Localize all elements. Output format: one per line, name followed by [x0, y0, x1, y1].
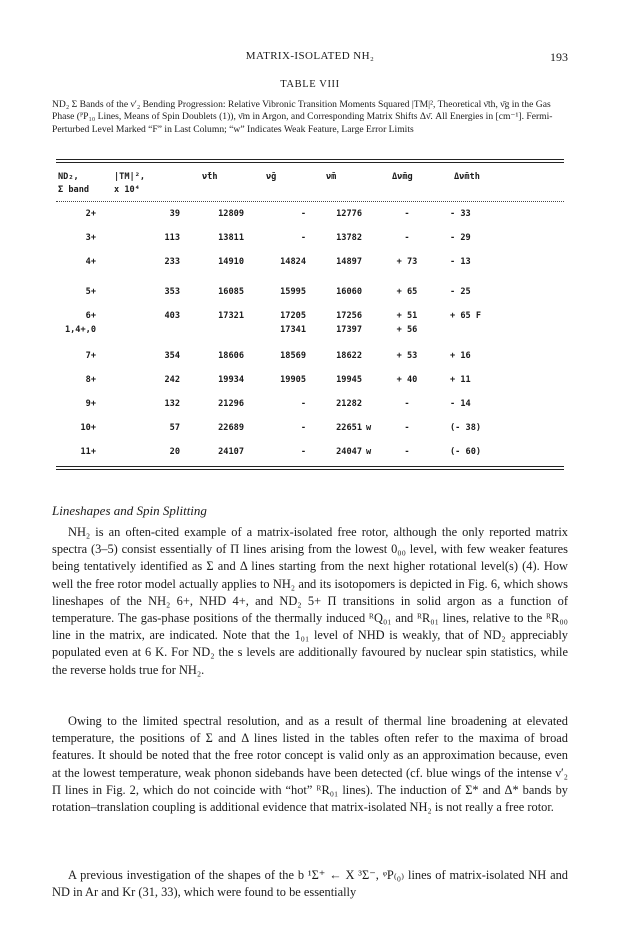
delta-mg-cell: + 65: [396, 287, 418, 297]
nu-m-cell: 24047: [336, 447, 362, 457]
delta-mg-cell: + 51: [396, 311, 418, 321]
nu-g-cell: -: [300, 233, 306, 243]
nu-g-cell: -: [300, 423, 306, 433]
band-cell: 7+: [85, 351, 96, 361]
header-delta-mth: Δν̄mth: [454, 172, 480, 182]
header-tm-line2: x 10⁴: [114, 185, 140, 195]
header-band-line2: Σ band: [58, 185, 90, 195]
delta-mg-cell: -: [404, 423, 410, 433]
band-cell: 9+: [85, 399, 96, 409]
table-row: [52, 257, 568, 271]
nu-m-cell: 22651: [336, 423, 362, 433]
nu-th-cell: 17321: [218, 311, 244, 321]
header-delta-mg: Δν̄mg: [392, 172, 413, 182]
nu-th-cell: 22689: [218, 423, 244, 433]
weak-flag-cell: w: [366, 447, 372, 457]
weak-flag-cell: w: [366, 423, 372, 433]
nu-m-cell: 17397: [336, 325, 362, 335]
nu-th-cell: 16085: [218, 287, 244, 297]
delta-mg-cell: + 40: [396, 375, 418, 385]
table-row: [52, 375, 568, 389]
band-cell: 1,4+,0: [64, 325, 96, 335]
table-row: [52, 287, 568, 301]
header-divider: [56, 201, 564, 202]
nu-g-cell: 17341: [280, 325, 306, 335]
tm-cell: 403: [164, 311, 180, 321]
body-paragraph: A previous investigation of the shapes of the b ¹Σ⁺ ← X ³Σ⁻, ᵠP₍₀₎ lines of matrix-isolated NH and ND in Ar and Kr (31, 33), which were found to be essentially: [52, 868, 568, 900]
tm-cell: 353: [164, 287, 180, 297]
header-nu-g: ν̄g: [266, 172, 277, 182]
nu-m-cell: 13782: [336, 233, 362, 243]
delta-mg-cell: + 73: [396, 257, 418, 267]
table-row: [52, 209, 568, 223]
table-top-rule-second: [56, 162, 564, 163]
band-cell: 10+: [80, 423, 96, 433]
delta-mth-cell: (- 38): [450, 423, 482, 433]
tm-cell: 354: [164, 351, 180, 361]
nu-g-cell: 18569: [280, 351, 306, 361]
band-cell: 6+: [85, 311, 96, 321]
nu-th-cell: 14910: [218, 257, 244, 267]
table-row: [52, 325, 568, 339]
table-top-rule: [56, 159, 564, 160]
tm-cell: 57: [169, 423, 180, 433]
running-title: MATRIX-ISOLATED NH₂: [245, 50, 375, 62]
band-cell: 11+: [80, 447, 96, 457]
header-nu-m: ν̄m: [326, 172, 337, 182]
delta-mth-cell: (- 60): [450, 447, 482, 457]
tm-cell: 242: [164, 375, 180, 385]
nu-th-cell: 21296: [218, 399, 244, 409]
delta-mth-cell: - 25: [450, 287, 471, 297]
nu-m-cell: 14897: [336, 257, 362, 267]
running-head: [52, 50, 568, 66]
delta-mg-cell: -: [404, 233, 410, 243]
nu-g-cell: 19905: [280, 375, 306, 385]
delta-mg-cell: -: [404, 447, 410, 457]
header-nu-th: ν̄th: [202, 172, 218, 182]
data-table: [52, 159, 568, 481]
nu-m-cell: 16060: [336, 287, 362, 297]
table-row: [52, 423, 568, 437]
nu-th-cell: 18606: [218, 351, 244, 361]
table-caption: ND₂ Σ Bands of the ν′₂ Bending Progression: Relative Vibronic Transition Moments Squared |TM|², Theoretical ν̄th, ν̄g in the Gas Phase (ᴾP₁₀ Lines, Means of Spin Doublets (1)), ν̄m in Argon, and Corresponding Matrix Shifts Δν̄. All Energies in [cm⁻¹]. Fermi-Perturbed Level Marked “F” in Last Column; “w” Indicates Weak Feature, Large Error Limits: [52, 99, 553, 135]
band-cell: 4+: [85, 257, 96, 267]
section-heading: Lineshapes and Spin Splitting: [52, 503, 207, 518]
nu-th-cell: 13811: [218, 233, 244, 243]
nu-th-cell: 24107: [218, 447, 244, 457]
delta-mth-cell: - 13: [450, 257, 471, 267]
band-cell: 5+: [85, 287, 96, 297]
band-cell: 2+: [85, 209, 96, 219]
tm-cell: 20: [169, 447, 180, 457]
nu-m-cell: 21282: [336, 399, 362, 409]
nu-g-cell: 17205: [280, 311, 306, 321]
delta-mg-cell: -: [404, 399, 410, 409]
nu-g-cell: -: [300, 399, 306, 409]
body-paragraph: NH₂ is an often-cited example of a matrix-isolated free rotor, although the only reported matrix spectra (3–5) consist essentially of Π lines arising from the lowest 0₀₀ level, with few weaker features being tentatively identified as Σ and Δ lines starting from the next higher rotational level(s) (4). How well the free rotor model actually applies to NH₂ and its isotopomers is depicted in Fig. 6, which shows lineshapes of the NH₂ 6+, NHD 4+, and ND₂ 5+ Π transitions in solid argon as a function of temperature. The gas-phase positions of the thermally induced ᴿQ₀₁ and ᴿR₀₁ lines, relative to the ᴿR₀₀ line in the matrix, are indicated. Note that the 1₀₁ level of NHD is weakly, that of ND₂ appreciably populated even at 6 K. For ND₂ the s levels are additionally favoured by nuclear spin statistics, while the reverse holds true for NH₂.: [52, 525, 568, 677]
tm-cell: 132: [164, 399, 180, 409]
tm-cell: 113: [164, 233, 180, 243]
delta-mg-cell: + 53: [396, 351, 418, 361]
nu-g-cell: 14824: [280, 257, 306, 267]
table-row: [52, 351, 568, 365]
tm-cell: 233: [164, 257, 180, 267]
nu-g-cell: 15995: [280, 287, 306, 297]
band-cell: 8+: [85, 375, 96, 385]
table-row: [52, 399, 568, 413]
delta-mth-cell: - 33: [450, 209, 471, 219]
table-row: [52, 311, 568, 325]
nu-g-cell: -: [300, 447, 306, 457]
table-label: TABLE VIII: [280, 79, 340, 90]
band-cell: 3+: [85, 233, 96, 243]
delta-mg-cell: -: [404, 209, 410, 219]
delta-mg-cell: + 56: [396, 325, 418, 335]
page-number: 193: [550, 50, 568, 64]
header-tm-line1: |TM|²,: [114, 172, 146, 182]
body-paragraph: Owing to the limited spectral resolution, and as a result of thermal line broadening at elevated temperature, the positions of Σ and Δ lines listed in the tables often refer to the maxima of broad features. It should be noted that the free rotor concept is valid only as an approximation because, even at the lowest temperature, weak phonon sidebands have been detected (cf. blue wings of the intense ν′₂ Π lines in Fig. 2, which do not coincide with “hot” ᴿR₀₁ lines). The induction of Σ* and Δ* bands by rotation–translation coupling is additional evidence that matrix-isolated NH₂ is not really a free rotor.: [52, 714, 568, 815]
nu-m-cell: 18622: [336, 351, 362, 361]
tm-cell: 39: [169, 209, 180, 219]
delta-mth-cell: + 16: [450, 351, 471, 361]
delta-mth-cell: + 11: [450, 375, 471, 385]
table-row: [52, 233, 568, 247]
nu-m-cell: 17256: [336, 311, 362, 321]
delta-mth-cell: + 65 F: [450, 311, 482, 321]
header-band-line1: ND₂,: [58, 172, 79, 182]
nu-m-cell: 12776: [336, 209, 362, 219]
nu-m-cell: 19945: [336, 375, 362, 385]
table-row: [52, 447, 568, 461]
delta-mth-cell: - 14: [450, 399, 471, 409]
table-bottom-rule-second: [56, 469, 564, 470]
delta-mth-cell: - 29: [450, 233, 471, 243]
nu-th-cell: 12809: [218, 209, 244, 219]
table-bottom-rule: [56, 466, 564, 467]
nu-g-cell: -: [300, 209, 306, 219]
nu-th-cell: 19934: [218, 375, 244, 385]
